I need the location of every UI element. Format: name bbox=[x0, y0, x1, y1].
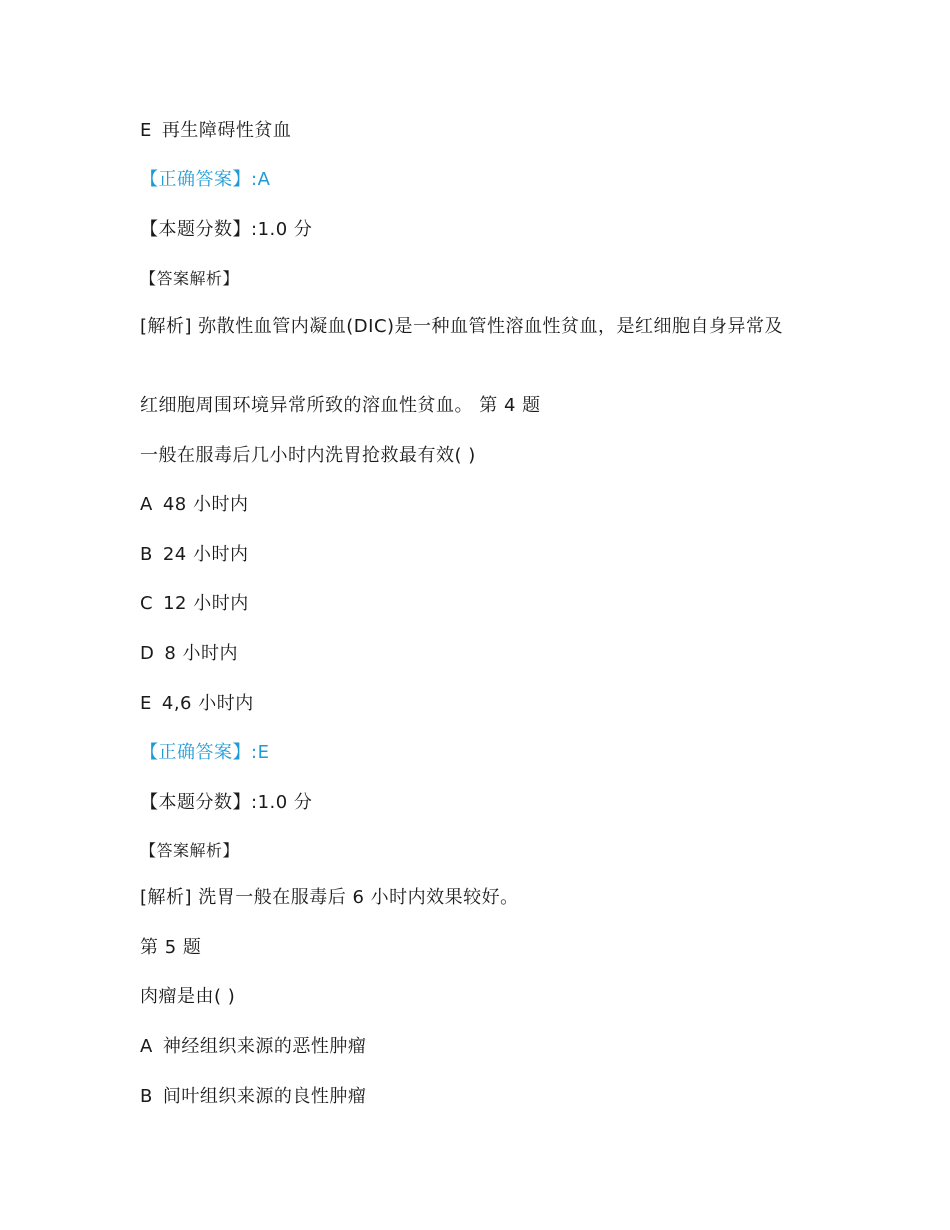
option-text: 48 小时内 bbox=[162, 494, 249, 515]
q4-option-e bbox=[140, 691, 820, 717]
q5-number: 第 5 题 bbox=[140, 937, 202, 958]
q5-option-b bbox=[140, 1084, 820, 1110]
q4-analysis-heading: 【答案解析】 bbox=[140, 841, 240, 860]
option-text: 4,6 小时内 bbox=[161, 693, 254, 714]
q4-correct-answer: 【正确答案】:E bbox=[140, 742, 270, 763]
q4-option-c bbox=[140, 591, 820, 617]
option-letter: A bbox=[140, 1036, 153, 1057]
q4-score: 【本题分数】:1.0 分 bbox=[140, 792, 313, 813]
option-text: 12 小时内 bbox=[163, 593, 249, 614]
option-letter: E bbox=[140, 693, 152, 714]
option-text: 再生障碍性贫血 bbox=[161, 120, 292, 141]
option-letter: B bbox=[140, 1086, 153, 1107]
q3-option-e bbox=[140, 118, 820, 144]
q3-score: 【本题分数】:1.0 分 bbox=[140, 219, 313, 240]
option-text: 间叶组织来源的良性肿瘤 bbox=[162, 1086, 367, 1107]
option-letter: D bbox=[140, 643, 155, 664]
option-text: 神经组织来源的恶性肿瘤 bbox=[162, 1036, 367, 1057]
q3-analysis-heading: 【答案解析】 bbox=[140, 269, 240, 288]
option-letter: C bbox=[140, 593, 154, 614]
q4-option-b bbox=[140, 542, 820, 568]
option-text: 8 小时内 bbox=[164, 643, 239, 664]
q5-option-a bbox=[140, 1034, 820, 1060]
option-letter: E bbox=[140, 120, 152, 141]
q5-question: 肉瘤是由( ) bbox=[140, 986, 236, 1007]
q4-question: 一般在服毒后几小时内洗胃抢救最有效( ) bbox=[140, 445, 476, 466]
q4-option-d bbox=[140, 641, 820, 667]
q3-correct-answer: 【正确答案】:A bbox=[140, 169, 271, 190]
q4-option-a bbox=[140, 492, 820, 518]
q3-analysis-text: [解析] 弥散性血管内凝血(DIC)是一种血管性溶血性贫血，是红细胞自身异常及 bbox=[140, 316, 784, 337]
option-text: 24 小时内 bbox=[162, 544, 249, 565]
option-letter: A bbox=[140, 494, 153, 515]
option-letter: B bbox=[140, 544, 153, 565]
q4-analysis-text: [解析] 洗胃一般在服毒后 6 小时内效果较好。 bbox=[140, 887, 519, 908]
q3-analysis-continuation: 红细胞周围环境异常所致的溶血性贫血。 第 4 题 bbox=[140, 395, 541, 416]
